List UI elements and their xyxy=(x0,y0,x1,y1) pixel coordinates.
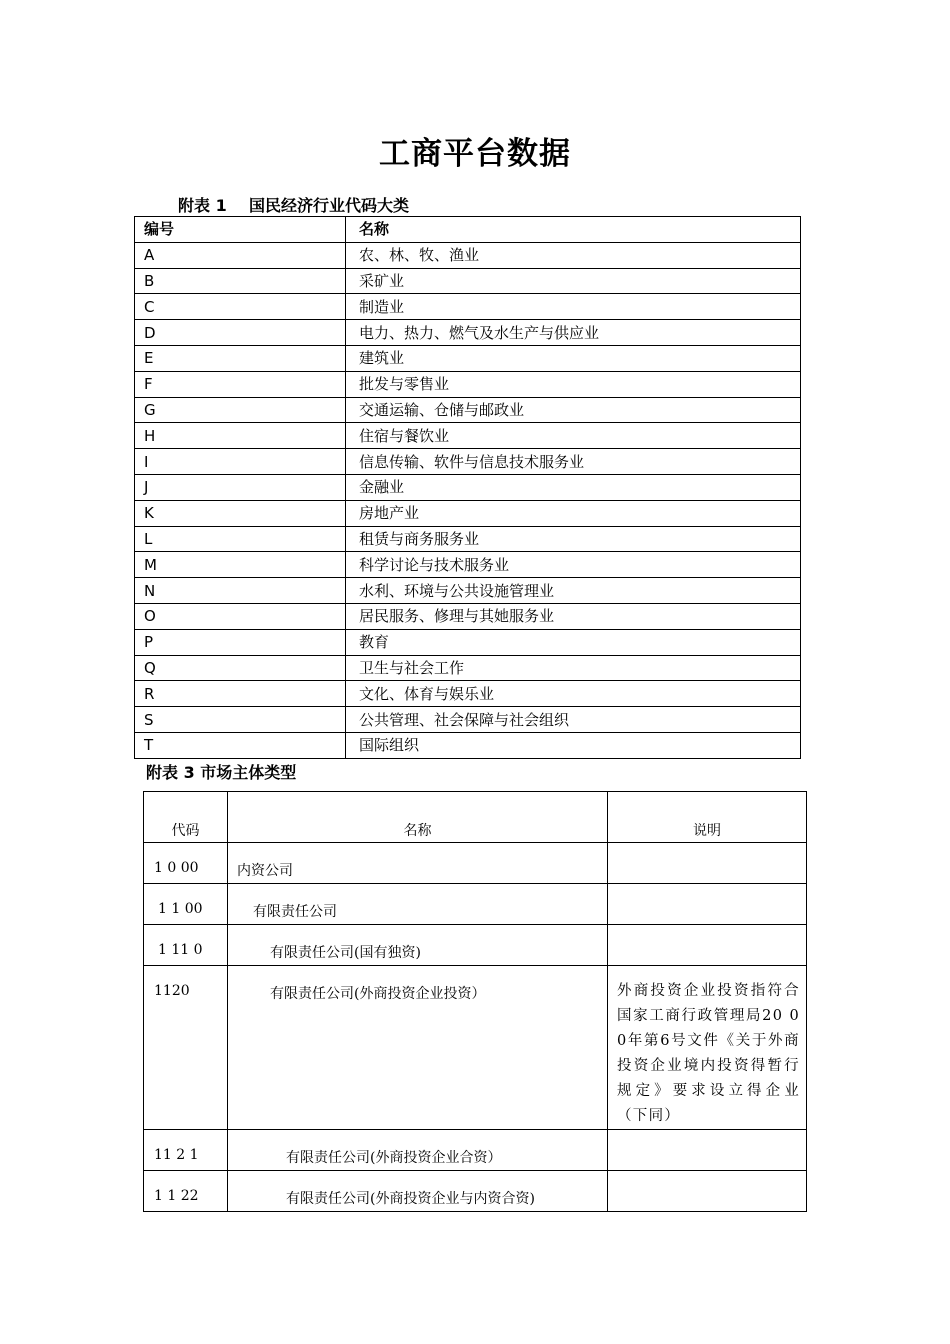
row-code: 1120 xyxy=(144,966,228,1130)
row-code: S xyxy=(135,707,346,733)
row-code: E xyxy=(135,345,346,371)
row-code: T xyxy=(135,732,346,758)
row-name: 批发与零售业 xyxy=(346,371,801,397)
row-code: I xyxy=(135,449,346,475)
row-code: B xyxy=(135,268,346,294)
table-row xyxy=(135,500,801,526)
row-name: 有限责任公司(外商投资企业投资） xyxy=(228,966,608,1130)
row-name: 居民服务、修理与其她服务业 xyxy=(346,603,801,629)
row-code: J xyxy=(135,474,346,500)
table-row xyxy=(135,474,801,500)
table-row xyxy=(135,603,801,629)
row-name: 公共管理、社会保障与社会组织 xyxy=(346,707,801,733)
row-code: 11 2 1 xyxy=(144,1130,228,1171)
row-code: H xyxy=(135,423,346,449)
row-name: 采矿业 xyxy=(346,268,801,294)
row-name: 住宿与餐饮业 xyxy=(346,423,801,449)
row-name: 有限责任公司(国有独资) xyxy=(228,925,608,966)
row-code: 1 0 00 xyxy=(144,843,228,884)
table-row xyxy=(144,884,807,925)
table-row xyxy=(135,371,801,397)
row-name: 交通运输、仓储与邮政业 xyxy=(346,397,801,423)
table-row xyxy=(135,242,801,268)
table-row xyxy=(135,681,801,707)
header-code: 编号 xyxy=(135,217,346,243)
row-code: D xyxy=(135,320,346,346)
row-code: 1 11 0 xyxy=(144,925,228,966)
row-name: 制造业 xyxy=(346,294,801,320)
table1-caption: 附表 1 国民经济行业代码大类 xyxy=(178,196,409,215)
row-name: 教育 xyxy=(346,629,801,655)
row-name: 有限责任公司(外商投资企业与内资合资) xyxy=(228,1171,608,1212)
row-name: 信息传输、软件与信息技术服务业 xyxy=(346,449,801,475)
table-row xyxy=(135,552,801,578)
table-header-row xyxy=(135,217,801,243)
row-code: 1 1 22 xyxy=(144,1171,228,1212)
row-note xyxy=(608,925,807,966)
table-row xyxy=(135,397,801,423)
row-note xyxy=(608,1171,807,1212)
row-code: P xyxy=(135,629,346,655)
header-name: 名称 xyxy=(228,792,608,843)
row-code: 1 1 00 xyxy=(144,884,228,925)
row-name: 文化、体育与娱乐业 xyxy=(346,681,801,707)
row-code: A xyxy=(135,242,346,268)
table-row xyxy=(144,1171,807,1212)
row-note xyxy=(608,1130,807,1171)
table3-caption: 附表 3 市场主体类型 xyxy=(146,763,297,782)
row-name: 内资公司 xyxy=(228,843,608,884)
header-code: 代码 xyxy=(144,792,228,843)
row-note xyxy=(608,843,807,884)
table-row xyxy=(135,268,801,294)
row-name: 租赁与商务服务业 xyxy=(346,526,801,552)
table-row xyxy=(135,294,801,320)
row-name: 农、林、牧、渔业 xyxy=(346,242,801,268)
row-code: K xyxy=(135,500,346,526)
table-row xyxy=(135,423,801,449)
row-code: F xyxy=(135,371,346,397)
header-note: 说明 xyxy=(608,792,807,843)
table-row xyxy=(144,925,807,966)
row-code: Q xyxy=(135,655,346,681)
row-name: 卫生与社会工作 xyxy=(346,655,801,681)
row-code: O xyxy=(135,603,346,629)
row-note xyxy=(608,884,807,925)
table-row xyxy=(135,526,801,552)
row-name: 国际组织 xyxy=(346,732,801,758)
row-name: 金融业 xyxy=(346,474,801,500)
industry-code-table xyxy=(134,216,801,759)
row-code: N xyxy=(135,578,346,604)
row-name: 房地产业 xyxy=(346,500,801,526)
row-name: 有限责任公司 xyxy=(228,884,608,925)
table-row xyxy=(135,707,801,733)
row-code: C xyxy=(135,294,346,320)
row-code: G xyxy=(135,397,346,423)
industry-code-rows xyxy=(135,242,801,758)
table-row xyxy=(144,966,807,1130)
table-header-row xyxy=(144,792,807,843)
row-name: 建筑业 xyxy=(346,345,801,371)
page-title: 工商平台数据 xyxy=(379,136,571,172)
market-entity-table xyxy=(143,791,807,1212)
table-row xyxy=(135,320,801,346)
table-row xyxy=(135,578,801,604)
table-row xyxy=(135,732,801,758)
row-name: 科学讨论与技术服务业 xyxy=(346,552,801,578)
row-note: 外商投资企业投资指符合国家工商行政管理局20 0 0年第6号文件《关于外商投资企业境内投资得暂行规定》要求设立得企业（下同） xyxy=(608,966,807,1130)
table-row xyxy=(135,629,801,655)
row-code: M xyxy=(135,552,346,578)
table-row xyxy=(144,1130,807,1171)
header-name: 名称 xyxy=(346,217,801,243)
table-row xyxy=(144,843,807,884)
row-name: 水利、环境与公共设施管理业 xyxy=(346,578,801,604)
row-code: L xyxy=(135,526,346,552)
row-code: R xyxy=(135,681,346,707)
table-row xyxy=(135,345,801,371)
row-name: 有限责任公司(外商投资企业合资） xyxy=(228,1130,608,1171)
row-name: 电力、热力、燃气及水生产与供应业 xyxy=(346,320,801,346)
table-row xyxy=(135,655,801,681)
table-row xyxy=(135,449,801,475)
